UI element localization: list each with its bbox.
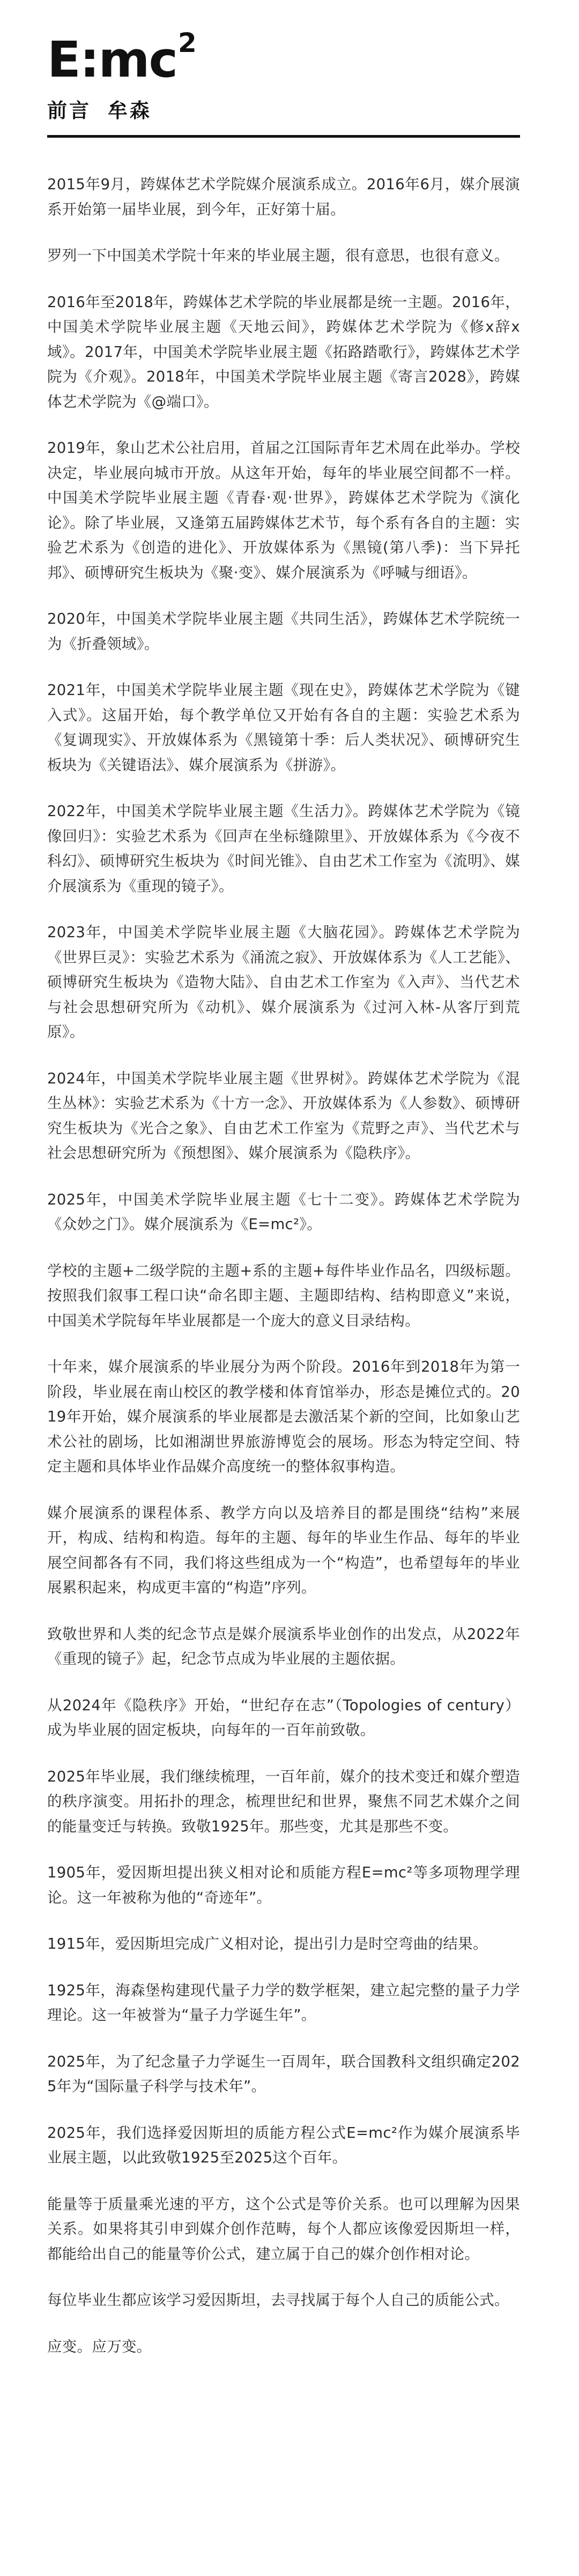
paragraph: 2025年，我们选择爱因斯坦的质能方程公式E=mc²作为媒介展演系毕业展主题，以此致敬1925至2025这个百年。 xyxy=(47,2124,520,2166)
paragraph: 应变。应万变。 xyxy=(47,2338,152,2355)
paragraph: 2021年，中国美术学院毕业展主题《现在史》，跨媒体艺术学院为《键入式》。这届开始，每个教学单位又开始有各自的主题：实验艺术系为《复调现实》、开放媒体系为《黑镜第十季：后人类状况》、硕博研究生板块为《关键语法》、媒介展演系为《拼游》。 xyxy=(47,682,520,774)
paragraph: 1905年，爱因斯坦提出狭义相对论和质能方程E=mc²等多项物理学理论。这一年被称为他的“奇迹年”。 xyxy=(47,1864,520,1906)
paragraph: 2022年，中国美术学院毕业展主题《生活力》。跨媒体艺术学院为《镜像回归》：实验艺术系为《回声在坐标缝隙里》、开放媒体系为《今夜不科幻》、硕博研究生板块为《时间光锥》、自由艺术工作室为《流明》、媒介展演系为《重现的镜子》。 xyxy=(47,803,520,895)
heading-divider xyxy=(47,135,520,138)
paragraph: 学校的主题+二级学院的主题+系的主题+每件毕业作品名，四级标题。按照我们叙事工程口诀“命名即主题、主题即结构、结构即意义”来说，中国美术学院每年毕业展都是一个庞大的意义目录结构。 xyxy=(47,1262,520,1329)
paragraph: 2019年，象山艺术公社启用，首届之江国际青年艺术周在此举办。学校决定，毕业展向城市开放。从这年开始，每年的毕业展空间都不一样。中国美术学院毕业展主题《青春·观·世界》，跨媒体艺术学院为《演化论》。除了毕业展，又逢第五届跨媒体艺术节，每个系有各自的主题：实验艺术系为《创造的进化》、开放媒体系为《黑镜(第八季)：当下异托邦》、硕博研究生板块为《聚·变》、媒介展演系为《呼喊与细语》。 xyxy=(47,439,520,581)
preface-body xyxy=(47,172,520,2359)
paragraph: 2025年，中国美术学院毕业展主题《七十二变》。跨媒体艺术学院为《众妙之门》。媒介展演系为《E=mc²》。 xyxy=(47,1190,520,1233)
paragraph: 2025年毕业展，我们继续梳理，一百年前，媒介的技术变迁和媒介塑造的秩序演变。用拓扑的理念，梳理世纪和世界，聚焦不同艺术媒介之间的能量变迁与转换。致敬1925年。那些变，尤其是那些不变。 xyxy=(47,1768,520,1835)
paragraph: 媒介展演系的课程体系、教学方向以及培养目的都是围绕“结构”来展开，构成、结构和构造。每年的主题、每年的毕业生作品、每年的毕业展空间都各有不同，我们将这些组成为一个“构造”，也希望每年的毕业展累积起来，构成更丰富的“构造”序列。 xyxy=(47,1504,520,1596)
paragraph: 2023年，中国美术学院毕业展主题《大脑花园》。跨媒体艺术学院为《世界巨灵》：实验艺术系为《涌流之寂》、开放媒体系为《人工艺能》、硕博研究生板块为《造物大陆》、自由艺术工作室为《入声》、当代艺术与社会思想研究所为《动机》、媒介展演系为《过河入林-从客厅到荒原》。 xyxy=(47,924,520,1040)
paragraph: 致敬世界和人类的纪念节点是媒介展演系毕业创作的出发点，从2022年《重现的镜子》起，纪念节点成为毕业展的主题依据。 xyxy=(47,1625,520,1667)
paragraph: 十年来，媒介展演系的毕业展分为两个阶段。2016年到2018年为第一阶段，毕业展在南山校区的教学楼和体育馆举办，形态是摊位式的。2019年开始，媒介展演系的毕业展都是去激活某个新的空间，比如象山艺术公社的剧场，比如湘湖世界旅游博览会的展场。形态为特定空间、特定主题和具体毕业作品媒介高度统一的整体叙事构造。 xyxy=(47,1358,520,1475)
paragraph: 2015年9月，跨媒体艺术学院媒介展演系成立。2016年6月，媒介展演系开始第一届毕业展，到今年，正好第十届。 xyxy=(47,176,520,218)
paragraph: 能量等于质量乘光速的平方，这个公式是等价关系。也可以理解为因果关系。如果将其引申到媒介创作范畴，每个人都应该像爱因斯坦一样，都能给出自己的能量等价公式，建立属于自己的媒介创作相对论。 xyxy=(47,2195,520,2263)
paragraph: 2024年，中国美术学院毕业展主题《世界树》。跨媒体艺术学院为《混生丛林》：实验艺术系为《十方一念》、开放媒体系为《人参数》、硕博研究生板块为《光合之象》、自由艺术工作室为《荒野之声》、当代艺术与社会思想研究所为《预想图》、媒介展演系为《隐秩序》。 xyxy=(47,1069,520,1162)
paragraph: 1915年，爱因斯坦完成广义相对论，提出引力是时空弯曲的结果。 xyxy=(47,1935,488,1952)
paragraph: 每位毕业生都应该学习爱因斯坦，去寻找属于每个人自己的质能公式。 xyxy=(47,2292,509,2309)
paragraph: 罗列一下中国美术学院十年来的毕业展主题，很有意思，也很有意义。 xyxy=(47,247,509,264)
logo-superscript: 2 xyxy=(178,27,197,58)
preface-heading: 前言 牟森 xyxy=(47,99,152,122)
paragraph: 1925年，海森堡构建现代量子力学的数学框架，建立起完整的量子力学理论。这一年被誉为“量子力学诞生年”。 xyxy=(47,1981,520,2024)
exhibition-logo xyxy=(47,27,520,94)
logo-base-text: E:mc xyxy=(47,31,177,88)
paragraph: 2020年，中国美术学院毕业展主题《共同生活》，跨媒体艺术学院统一为《折叠领域》。 xyxy=(47,610,520,653)
paragraph: 2025年，为了纪念量子力学诞生一百周年，联合国教科文组织确定2025年为“国际量子科学与技术年”。 xyxy=(47,2053,520,2095)
paragraph: 从2024年《隐秩序》开始，“世纪存在志”（Topologies of century）成为毕业展的固定板块，向每年的一百年前致敬。 xyxy=(47,1696,520,1739)
paragraph: 2016年至2018年，跨媒体艺术学院的毕业展都是统一主题。2016年，中国美术学院毕业展主题《天地云间》，跨媒体艺术学院为《修x辞x域》。2017年，中国美术学院毕业展主题《拓路踏歌行》，跨媒体艺术学院为《介观》。2018年，中国美术学院毕业展主题《寄言2028》，跨媒体艺术学院为《@端口》。 xyxy=(47,293,520,410)
